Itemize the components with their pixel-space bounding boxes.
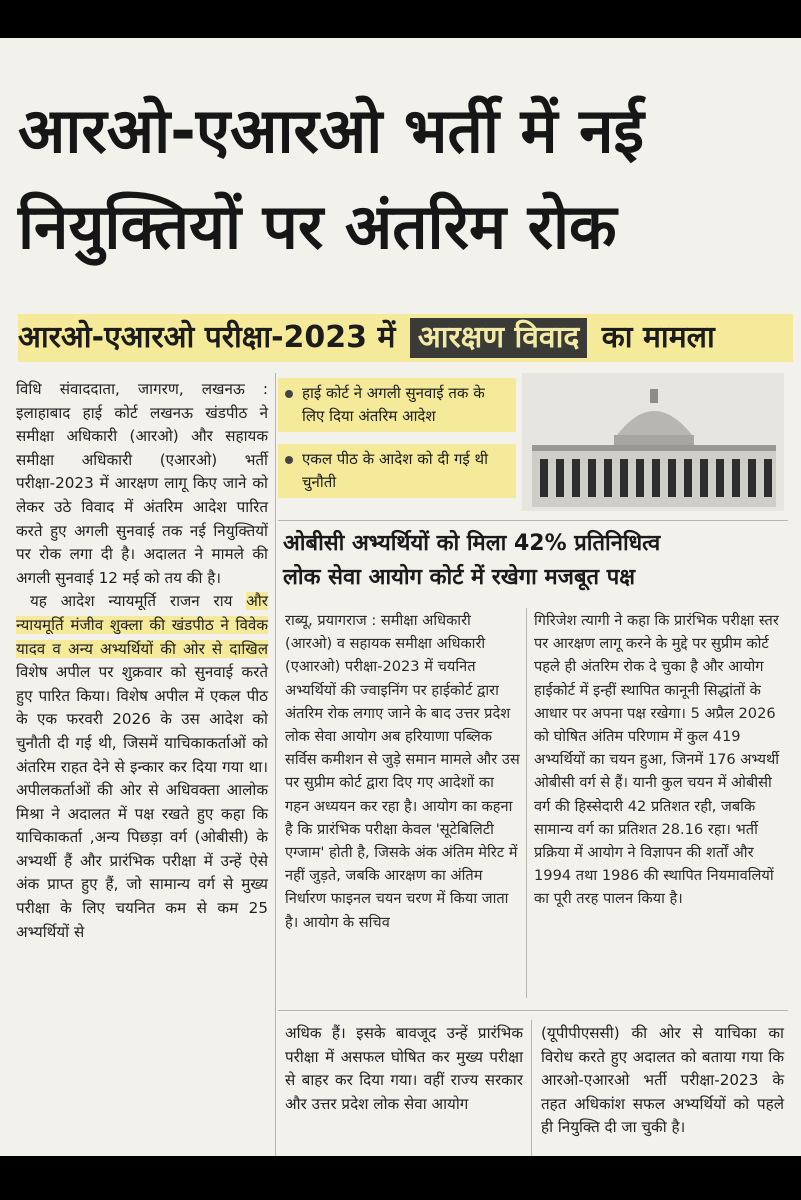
story-separator: [278, 520, 788, 521]
bullet-dot-icon: [285, 390, 293, 398]
bullet-item: हाई कोर्ट ने अगली सुनवाई तक के लिए दिया अंतरिम आदेश: [278, 378, 516, 432]
continuation-column-1: अधिक हैं। इसके बावजूद उन्हें प्रारंभिक परीक्षा में असफल घोषित कर मुख्य परीक्षा से बाहर कर दिया गया। वहीं राज्य सरकार और उत्तर प्रदेश लोक सेवा आयोग: [285, 1024, 523, 1113]
continuation-column-2: (यूपीपीएससी) की ओर से याचिका का विरोध करते हुए अदालत को बताया गया कि आरओ-एआरओ भर्ती परीक्षा-2023 के तहत अधिकांश सफल अभ्यर्थियों को पहले ही नियुक्ति दी जा चुकी है।: [541, 1024, 784, 1137]
story2-column-1: राब्यू, प्रयागराज : समीक्षा अधिकारी (आरओ) व सहायक समीक्षा अधिकारी (एआरओ) परीक्षा-2023 में चयनित अभ्यर्थियों की ज्वाइनिंग पर हाईकोर्ट द्वारा अंतरिम रोक लगाए जाने के बाद उत्तर प्रदेश लोक सेवा आयोग अब हरियाणा पब्लिक सर्विस कमीशन से जुड़े समान मामले और उस पर सुप्रीम कोर्ट द्वारा दिए गए आदेशों का गहन अध्ययन कर रहा है। आयोग का कहना है कि प्रारंभिक परीक्षा केवल 'सूटेबिलिटी एग्जाम' होती है, जिसके अंक अंतिम मेरिट में नहीं जुड़ते, जबकि आरक्षण का अंतिम निर्धारण फाइनल चयन चरण में किया जाता है। आयोग के सचिव: [285, 612, 520, 931]
newspaper-clipping: [0, 38, 801, 1156]
high-court-building-photo: [522, 373, 784, 511]
subheadline-after: का मामला: [601, 320, 715, 355]
column-divider: [275, 373, 276, 1156]
headline-line-2: नियुक्तियों पर अंतरिम रोक: [18, 190, 617, 263]
story2-column-2: गिरिजेश त्यागी ने कहा कि प्रारंभिक परीक्षा स्तर पर आरक्षण लागू करने के मुद्दे पर सुप्रीम कोर्ट पहले ही अंतरिम रोक दे चुका है और आयोग हाईकोर्ट में इन्हीं स्थापित कानूनी सिद्धांतों के आधार पर अपना पक्ष रखेगा। 5 अप्रैल 2026 को घोषित अंतिम परिणाम में कुल 419 अभ्यर्थियों का चयन हुआ, जिनमें 176 अभ्यर्थी ओबीसी वर्ग से हैं। यानी कुल चयन में ओबीसी वर्ग की हिस्सेदारी 42 प्रतिशत रही, जबकि सामान्य वर्ग का प्रतिशत 28.16 रहा। भर्ती प्रक्रिया में आयोग ने विज्ञापन की शर्तों और 1994 तथा 1986 की स्थापित नियमावलियों का पूरी तरह पालन किया है।: [534, 612, 780, 908]
bullet-item: एकल पीठ के आदेश को दी गई थी चुनौती: [278, 444, 516, 498]
subheadline-boxed: आरक्षण विवाद: [410, 318, 587, 358]
highlight-bullets: [278, 378, 516, 510]
highlighted-text: और न्यायमूर्ति मंजीव शुक्ला की खंडपीठ ने विवेक यादव व अन्य अभ्यर्थियों की ओर से दाखिल: [16, 592, 268, 658]
subheadline-before: आरओ-एआरओ परीक्षा-2023 में: [18, 320, 396, 355]
bottom-separator: [278, 1010, 788, 1011]
story2-headline-line-1: ओबीसी अभ्यर्थियों को मिला 42% प्रतिनिधित्व: [283, 531, 661, 556]
headline-line-1: आरओ-एआरओ भर्ती में नई: [18, 94, 644, 167]
story2-headline: [283, 527, 788, 595]
left-paragraph-2: [16, 590, 268, 944]
left-paragraph-1: विधि संवाददाता, जागरण, लखनऊ : इलाहाबाद हाई कोर्ट लखनऊ खंडपीठ ने समीक्षा अधिकारी (आरओ) और सहायक समीक्षा अधिकारी (एआरओ) भर्ती परीक्षा-2023 में आरक्षण लागू किए जाने को लेकर उठे विवाद में अंतरिम आदेश पारित करते हुए अगली सुनवाई तक नई नियुक्तियों पर रोक लगा दी है। अदालत ने मामले की अगली सुनवाई 12 मई को तय की है।: [16, 380, 268, 587]
left-paragraph-2-start: यह आदेश न्यायमूर्ति राजन राय: [30, 592, 233, 611]
left-paragraph-2-rest: विशेष अपील पर शुक्रवार को सुनवाई करते हुए पारित किया। विशेष अपील में एकल पीठ के एक फरवरी 2026 के उस आदेश को चुनौती दी गई थी, जिसमें याचिकाकर्ताओं को अंतरिम राहत देने से इन्कार कर दिया गया था। अपीलकर्ताओं की ओर से अधिवक्ता आलोक मिश्रा ने अदालत में पक्ष रखते हुए कहा कि याचिकाकर्ता ,अन्य पिछड़ा वर्ग (ओबीसी) के अभ्यर्थी हैं और प्रारंभिक परीक्षा में उन्हें ऐसे अंक प्राप्त हुए हैं, जो सामान्य वर्ग से मुख्य परीक्षा के लिए चयनित कम से कम 25 अभ्यर्थियों से: [16, 663, 268, 941]
subheadline: [18, 314, 793, 362]
story2-column-divider: [526, 608, 527, 998]
bullet-dot-icon: [285, 456, 293, 464]
left-column: [16, 378, 268, 944]
story2-headline-line-2: लोक सेवा आयोग कोर्ट में रखेगा मजबूत पक्ष: [283, 565, 636, 590]
bottom-column-divider: [531, 1020, 532, 1156]
